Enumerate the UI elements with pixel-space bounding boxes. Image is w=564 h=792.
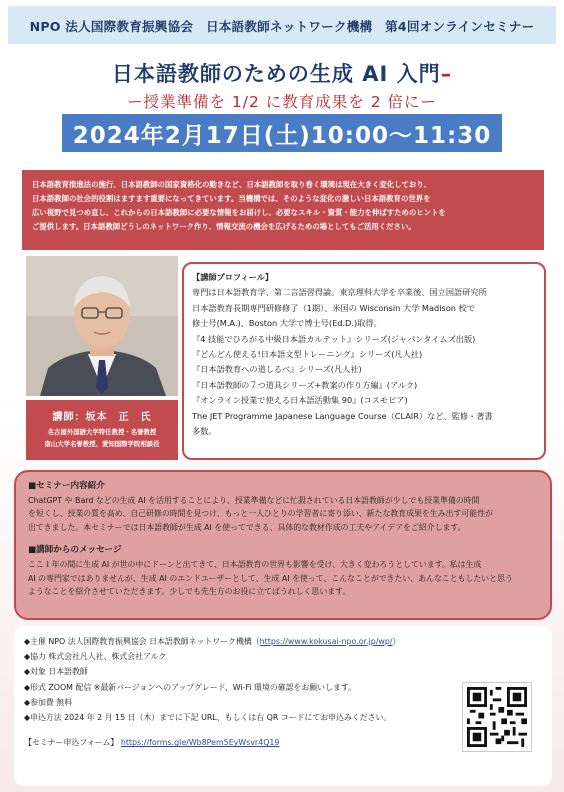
section-gap — [28, 534, 538, 544]
form-label: 【セミナー申込フォーム】 — [24, 738, 119, 748]
date-banner — [62, 114, 502, 152]
org-line: NPO 法人国際教育振興協会 日本語教師ネットワーク機構 第4回オンラインセミナー — [29, 18, 535, 34]
speaker-affiliation — [26, 426, 178, 450]
profile-line: The JET Programme Japanese Language Course（CLAIR）など、監修・著書 — [192, 410, 493, 421]
intro-line: 広い視野で見つめ直し、これからの日本語教師に必要な情報をお届けし、必要なスキル・資質・能力を伸ばすためのヒントを — [32, 208, 446, 217]
seminar-title: ■セミナー内容紹介 — [28, 481, 105, 491]
info-host — [24, 634, 542, 649]
date-text: 2024年2月17日(土)10:00〜11:30 — [72, 122, 492, 149]
message-line: ここ１年の間に生成 AI が世の中にドーンと出てきて、日本語教育の世界も影響を受け、大きく変わろうとしています。私は生成 — [28, 559, 482, 569]
seminar-line: 出てきました。本セミナーでは日本語教師が生成 AI を使ってできる、具体的な教材作成の工夫やアイデアをご紹介します。 — [28, 522, 466, 532]
profile-line: 『どんどん使える!日本語文型トレーニング』シリーズ(凡人社) — [192, 349, 423, 360]
speaker-name: 講師：坂本 正 氏 — [52, 412, 152, 423]
info-cooperation: ◆協力 株式会社凡人社、株式会社アルク — [24, 652, 167, 662]
seminar-line: ChatGPT や Bard などの生成 AI を活用することにより、授業準備などに忙殺されている日本語教師が少しでも授業準備の時間 — [28, 495, 480, 505]
profile-line: 多数。 — [192, 426, 217, 437]
org-header — [8, 6, 556, 44]
profile-line: 日本語教育長期専門研修修了（1期）、米国の Wisconsin 大学 Madison 校で — [192, 302, 475, 313]
main-title — [0, 58, 564, 88]
qr-code[interactable] — [462, 682, 532, 752]
form-link[interactable]: https://forms.gle/Wb8Pem5EyWsvr4Q19 — [120, 738, 280, 748]
seminar-content-box — [14, 470, 552, 620]
message-line: ようなことを紹介させていただきます。少しでも先生方のお役に立てばうれしく思います。 — [28, 587, 351, 597]
info-apply: ◆申込方法 2024 年 2 月 15 日（木）までに下記 URL、もしくは右 QR コードにてお申込みください。 — [24, 713, 392, 723]
affiliation-line: 名古屋外国語大学特任教授・名誉教授 — [47, 428, 157, 436]
intro-line: 日本語教育推進法の施行、日本語教師の国家資格化の動きなど、日本語教師を取り巻く環境は現在大きく変化しており、 — [32, 180, 432, 189]
info-fee: ◆参加費 無料 — [24, 697, 73, 707]
host-suffix: ） — [392, 637, 401, 646]
intro-panel — [22, 170, 544, 250]
seminar-line: を短くし、授業の質を高め、自己研修の時間を見つけ、もっと一人ひとりの学習者に寄り添い、新たな教育成果を生み出す可能性が — [28, 509, 493, 519]
info-format: ◆形式 ZOOM 配信 ※最新バージョンへのアップグレード、Wi-Fi 環境の確認をお願いします。 — [24, 682, 357, 692]
info-target: ◆対象 日本語教師 — [24, 667, 88, 677]
profile-line: 『日本語教師の７つ道具シリーズ+教案の作り方編』(アルク) — [192, 379, 418, 390]
message-line: AI の専門家ではありませんが、生成 AI のエンドユーザーとして、生成 AI を使って、こんなことができたい、あんなこともしたいと思う — [28, 573, 513, 583]
speaker-photo — [26, 256, 178, 396]
host-link[interactable]: https://www.kokusai-npo.or.jp/wp/ — [259, 637, 393, 646]
speaker-label — [26, 400, 178, 460]
main-title-text: 日本語教師のための生成 AI 入門 — [111, 62, 441, 86]
speaker-portrait-image — [26, 256, 178, 396]
profile-line: 『オンライン授業で使える日本語活動集 90』(コスモピア) — [192, 395, 408, 406]
affiliation-line: 南山大学名誉教授、愛知国際学院相談役 — [44, 440, 160, 448]
profile-line: 修士号(M.A.)、Boston 大学で博士号(Ed.D.)取得。 — [192, 318, 382, 329]
host-text: ◆主催 NPO 法人国際教育振興協会 日本語教師ネットワーク機構（ — [24, 637, 260, 646]
qr-code-icon — [467, 687, 527, 747]
profile-line: 『4 技能でひろがる中級日本語カルテット』シリーズ(ジャパンタイムズ出版) — [192, 333, 476, 344]
title-dash: – — [440, 62, 453, 86]
profile-heading: 【講師プロフィール】 — [192, 272, 274, 282]
profile-line: 『日本語教育への道しるべ』シリーズ(凡人社) — [192, 364, 362, 375]
intro-line: 日本語教師の社会的役割はますます重要になってきています。当機構では、そのような変化の激しい日本語教育の世界を — [32, 194, 431, 203]
profile-box — [182, 262, 546, 460]
message-title: ■講師からのメッセージ — [28, 545, 122, 556]
profile-line: 専門は日本語教育学、第二言語習得論。東京理科大学を卒業後、国立国語研究所 — [192, 287, 487, 298]
intro-line: ご提供します。日本語教師どうしのネットワーク作り、情報交流の機会を広げるための場としてもご活用ください。 — [32, 222, 416, 231]
subtitle: ー授業準備を 1/2 に教育成果を 2 倍にー — [126, 93, 438, 111]
